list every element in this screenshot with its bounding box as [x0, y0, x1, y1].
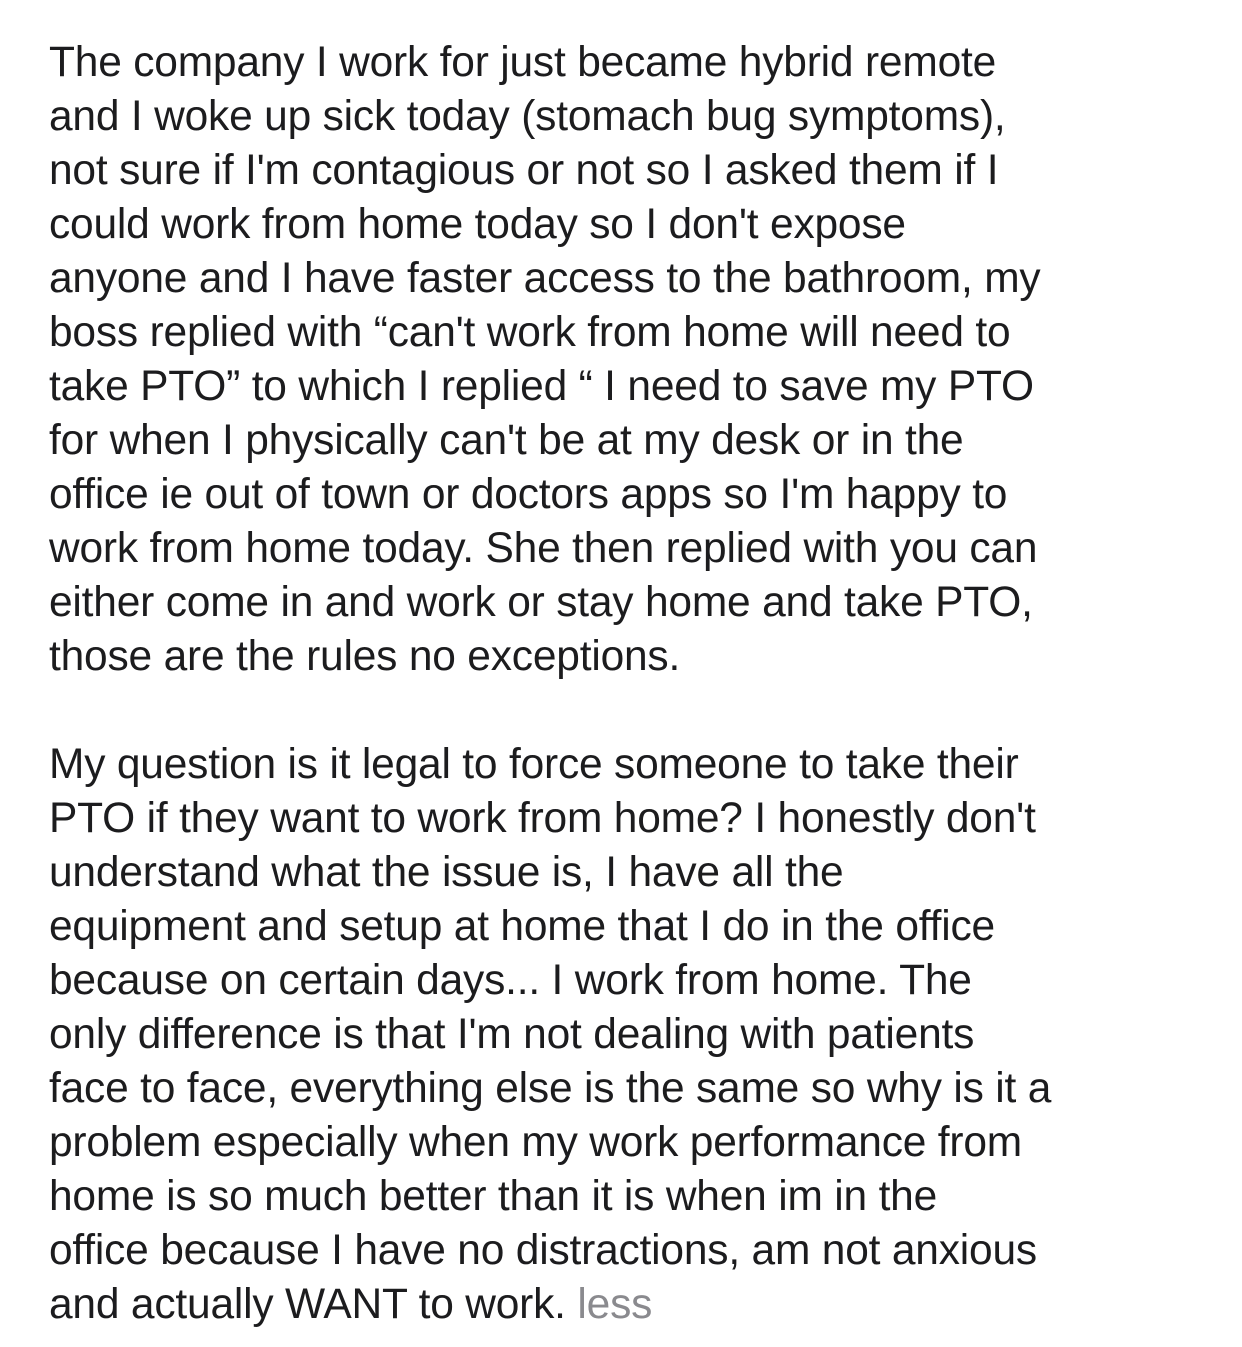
- post-line: for when I physically can't be at my desk or in the: [49, 417, 964, 464]
- post-line: and I woke up sick today (stomach bug symptoms),: [49, 93, 1006, 140]
- post-line-text: and actually WANT to work.: [49, 1281, 566, 1328]
- post-line: anyone and I have faster access to the bathroom, my: [49, 255, 1041, 302]
- post-line: office ie out of town or doctors apps so I'm happy to: [49, 471, 1008, 518]
- post-line: The company I work for just became hybrid remote: [49, 39, 997, 86]
- post-line: not sure if I'm contagious or not so I asked them if I: [49, 147, 999, 194]
- post-paragraph-2: [49, 738, 1239, 1332]
- post-line: could work from home today so I don't expose: [49, 201, 906, 248]
- post-line: My question is it legal to force someone to take their: [49, 741, 1019, 788]
- post-line: problem especially when my work performance from: [49, 1119, 1022, 1166]
- post-line: only difference is that I'm not dealing with patients: [49, 1011, 975, 1058]
- post-line: face to face, everything else is the same so why is it a: [49, 1065, 1052, 1112]
- post-line: office because I have no distractions, am not anxious: [49, 1227, 1037, 1274]
- post-line: those are the rules no exceptions.: [49, 633, 681, 680]
- post-line: PTO if they want to work from home? I honestly don't: [49, 795, 1036, 842]
- show-less-link[interactable]: less: [577, 1281, 653, 1328]
- post-line: boss replied with “can't work from home will need to: [49, 309, 1011, 356]
- post-line: equipment and setup at home that I do in the office: [49, 903, 995, 950]
- post-line: understand what the issue is, I have all the: [49, 849, 844, 896]
- post-line: because on certain days... I work from home. The: [49, 957, 972, 1004]
- post-line: home is so much better than it is when im in the: [49, 1173, 938, 1220]
- post-paragraph-1: [49, 36, 1239, 684]
- post-line: work from home today. She then replied with you can: [49, 525, 1038, 572]
- post-line: take PTO” to which I replied “ I need to save my PTO: [49, 363, 1034, 410]
- post-line: either come in and work or stay home and take PTO,: [49, 579, 1033, 626]
- post-last-line: [49, 1278, 1239, 1332]
- post-body: [49, 36, 1239, 1332]
